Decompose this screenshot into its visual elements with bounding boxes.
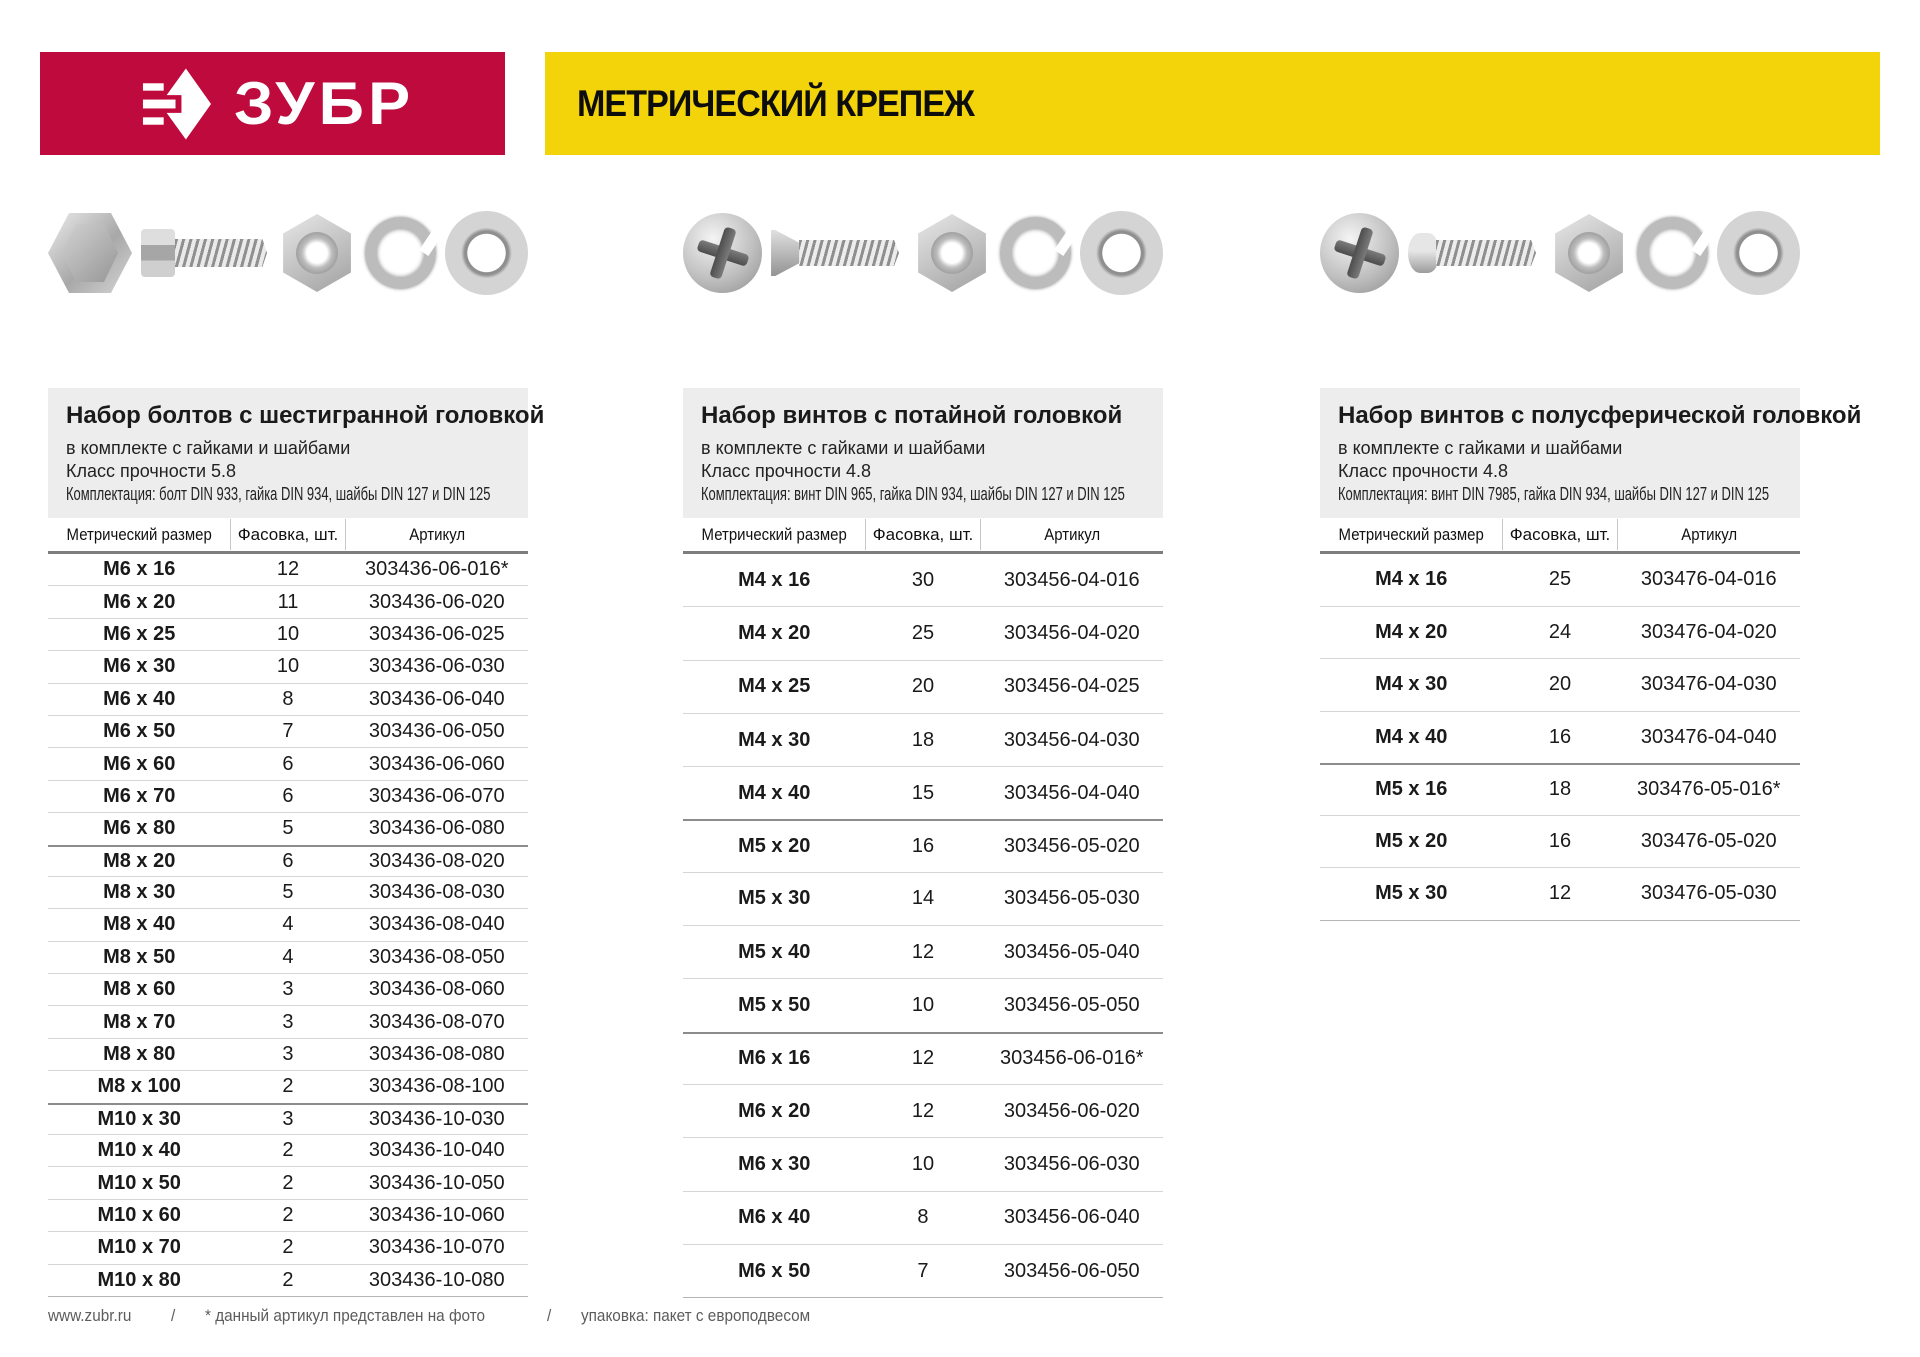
product-photos	[48, 188, 528, 318]
cell-sku: 303436-08-070	[368, 1010, 505, 1033]
col-header-sku: Артикул	[1680, 525, 1737, 544]
components-line: Комплектация: винт DIN 965, гайка DIN 934, шайбы DIN 127 и DIN 125	[701, 484, 1125, 504]
brand-logo-block	[40, 52, 505, 155]
cell-size: M5 x 50	[738, 994, 811, 1017]
col-header-qty: Фасовка, шт.	[230, 519, 345, 550]
cell-size: M8 x 30	[103, 881, 176, 904]
cell-size: M10 x 80	[97, 1268, 181, 1291]
cell-sku: 303456-06-016*	[1000, 1047, 1144, 1070]
cell-qty: 3	[282, 1043, 294, 1066]
cell-sku: 303456-06-050	[1003, 1259, 1140, 1282]
cell-sku: 303436-08-060	[368, 978, 505, 1001]
cell-qty: 8	[917, 1206, 929, 1229]
cell-sku: 303436-06-030	[368, 655, 505, 678]
cell-sku: 303456-06-020	[1003, 1099, 1140, 1122]
cell-sku: 303436-08-100	[368, 1075, 505, 1098]
cell-qty: 2	[282, 1139, 294, 1162]
cell-sku: 303456-05-040	[1003, 940, 1140, 963]
table-row	[1320, 763, 1800, 816]
cell-sku: 303456-04-016	[1003, 568, 1140, 591]
table-row	[683, 767, 1163, 820]
spring-washer-photo	[1637, 217, 1708, 289]
product-column-hex-bolts	[48, 155, 545, 1297]
pan-screw-photo	[1408, 227, 1541, 279]
cell-size: M6 x 40	[738, 1206, 811, 1229]
cell-sku: 303436-10-080	[368, 1268, 505, 1291]
cell-sku: 303436-06-020	[368, 590, 505, 613]
cell-sku: 303476-04-016	[1640, 568, 1777, 591]
table-row	[683, 819, 1163, 872]
cell-size: M10 x 40	[97, 1139, 181, 1162]
cell-sku: 303456-04-040	[1003, 781, 1140, 804]
cell-sku: 303436-06-016*	[365, 558, 509, 581]
product-header	[683, 388, 1163, 518]
zubr-arrow-icon	[140, 67, 214, 141]
table-row	[683, 873, 1163, 926]
cell-sku: 303436-08-020	[368, 849, 505, 872]
cell-qty: 20	[911, 675, 935, 698]
table-row	[1320, 712, 1800, 765]
col-header-qty: Фасовка, шт.	[1502, 519, 1617, 550]
cell-sku: 303436-06-050	[368, 720, 505, 743]
table-row	[683, 979, 1163, 1032]
cell-qty: 24	[1548, 620, 1572, 643]
cell-size: M5 x 40	[738, 940, 811, 963]
cell-qty: 25	[911, 621, 935, 644]
cell-qty: 3	[282, 1010, 294, 1033]
cell-qty: 18	[1548, 778, 1572, 801]
cell-size: M10 x 50	[97, 1171, 181, 1194]
cell-qty: 8	[282, 687, 294, 710]
cell-size: M4 x 16	[738, 568, 811, 591]
cell-qty: 6	[282, 752, 294, 775]
cell-qty: 10	[276, 655, 300, 678]
cell-sku: 303436-06-070	[368, 784, 505, 807]
table-row	[48, 1103, 528, 1135]
table-row	[48, 1265, 528, 1297]
cell-qty: 5	[282, 817, 294, 840]
cell-sku: 303476-04-020	[1640, 620, 1777, 643]
cell-size: M4 x 20	[738, 621, 811, 644]
page-banner	[545, 52, 1880, 155]
cell-qty: 4	[282, 913, 294, 936]
col-header-size: Метрический размер	[701, 525, 847, 544]
cell-size: M6 x 16	[738, 1047, 811, 1070]
cell-sku: 303436-10-040	[368, 1139, 505, 1162]
table-row	[48, 716, 528, 748]
table-row	[48, 1039, 528, 1071]
cell-qty: 12	[911, 1099, 935, 1122]
table-row	[683, 1192, 1163, 1245]
cell-qty: 10	[276, 622, 300, 645]
product-photos	[683, 188, 1163, 318]
cell-qty: 7	[917, 1259, 929, 1282]
cell-size: M8 x 80	[103, 1043, 176, 1066]
cell-qty: 2	[282, 1204, 294, 1226]
cell-size: M5 x 20	[738, 835, 811, 858]
cell-qty: 18	[911, 728, 935, 751]
cell-size: M6 x 50	[103, 720, 176, 743]
product-header	[1320, 388, 1862, 518]
cell-size: M4 x 20	[1375, 620, 1448, 643]
cell-sku: 303476-05-020	[1640, 829, 1777, 852]
table-header	[683, 518, 1163, 554]
spring-washer-photo	[1000, 217, 1071, 289]
table-row	[683, 1085, 1163, 1138]
cell-sku: 303476-04-030	[1640, 673, 1777, 696]
cell-size: M5 x 30	[1375, 882, 1448, 905]
cell-qty: 12	[911, 1047, 935, 1070]
countersunk-head-photo	[683, 213, 762, 293]
page-footer	[48, 1306, 836, 1326]
cell-sku: 303456-04-020	[1003, 621, 1140, 644]
cell-size: M6 x 30	[738, 1152, 811, 1175]
cell-size: M5 x 16	[1375, 778, 1448, 801]
cell-sku: 303476-04-040	[1640, 725, 1777, 748]
cell-sku: 303436-10-030	[368, 1107, 505, 1130]
cell-size: M6 x 16	[103, 558, 176, 581]
table-row	[48, 554, 528, 586]
table-row	[1320, 607, 1800, 660]
cell-sku: 303436-10-060	[368, 1204, 505, 1226]
cell-sku: 303436-06-060	[368, 752, 505, 775]
countersunk-screw-photo	[771, 227, 904, 279]
cell-qty: 12	[1548, 882, 1572, 905]
col-header-size: Метрический размер	[1338, 525, 1484, 544]
hex-bolt-head-photo	[48, 213, 132, 293]
cell-sku: 303456-06-040	[1003, 1206, 1140, 1229]
cell-qty: 12	[911, 940, 935, 963]
product-subtitle: в комплекте с гайками и шайбами	[701, 438, 986, 458]
table-row	[48, 651, 528, 683]
strength-class: Класс прочности 4.8	[1338, 461, 1509, 481]
table-body	[1320, 554, 1800, 921]
cell-size: M10 x 30	[97, 1107, 181, 1130]
cell-size: M6 x 50	[738, 1259, 811, 1282]
cell-qty: 5	[282, 881, 294, 904]
table-row	[683, 1245, 1163, 1298]
table-row	[48, 909, 528, 941]
table-row	[683, 1138, 1163, 1191]
table-row	[48, 974, 528, 1006]
col-header-size: Метрический размер	[66, 525, 212, 544]
cell-qty: 10	[911, 1152, 935, 1175]
cell-qty: 11	[277, 590, 299, 613]
table-row	[1320, 659, 1800, 712]
table-row	[683, 1032, 1163, 1085]
footer-separator: /	[546, 1306, 551, 1325]
cell-sku: 303436-08-050	[368, 945, 505, 968]
cell-sku: 303436-06-040	[368, 687, 505, 710]
cell-qty: 16	[1548, 725, 1572, 748]
cell-qty: 6	[282, 849, 294, 872]
cell-size: M10 x 70	[97, 1236, 181, 1259]
table-row	[1320, 868, 1800, 921]
cell-qty: 15	[911, 781, 935, 804]
table-row	[48, 619, 528, 651]
table-row	[48, 684, 528, 716]
cell-qty: 16	[1548, 829, 1572, 852]
table-row	[48, 1232, 528, 1264]
cell-size: M6 x 25	[103, 622, 176, 645]
cell-qty: 4	[282, 945, 294, 968]
hex-nut-photo	[913, 214, 990, 292]
cell-qty: 3	[282, 1107, 294, 1130]
cell-sku: 303436-06-080	[368, 817, 505, 840]
table-row	[683, 607, 1163, 660]
table-body	[48, 554, 528, 1297]
hex-nut-photo	[278, 214, 355, 292]
pan-head-photo	[1320, 213, 1399, 293]
hex-nut-photo	[1550, 214, 1627, 292]
flat-washer-photo	[445, 211, 528, 295]
hex-bolt-photo	[141, 227, 269, 279]
table-row	[48, 877, 528, 909]
cell-qty: 3	[282, 978, 294, 1001]
cell-sku: 303476-05-030	[1640, 882, 1777, 905]
cell-sku: 303456-05-020	[1003, 835, 1140, 858]
cell-size: M8 x 50	[103, 945, 176, 968]
cell-sku: 303456-06-030	[1003, 1152, 1140, 1175]
table-row	[48, 1071, 528, 1103]
col-header-qty: Фасовка, шт.	[865, 519, 980, 550]
cell-size: M10 x 60	[97, 1204, 181, 1226]
cell-size: M8 x 60	[103, 978, 176, 1001]
cell-size: M5 x 20	[1375, 829, 1448, 852]
cell-sku: 303456-05-030	[1003, 887, 1140, 910]
cell-sku: 303436-08-040	[368, 913, 505, 936]
table-row	[48, 845, 528, 877]
cell-qty: 16	[911, 835, 935, 858]
cell-sku: 303456-05-050	[1003, 994, 1140, 1017]
table-row	[48, 748, 528, 780]
strength-class: Класс прочности 5.8	[66, 461, 237, 481]
cell-sku: 303456-04-025	[1003, 675, 1140, 698]
cell-size: M6 x 70	[103, 784, 176, 807]
cell-sku: 303436-08-080	[368, 1043, 505, 1066]
cell-size: M4 x 25	[738, 675, 811, 698]
product-subtitle: в комплекте с гайками и шайбами	[66, 438, 351, 458]
cell-qty: 7	[282, 720, 294, 743]
table-row	[48, 586, 528, 618]
strength-class: Класс прочности 4.8	[701, 461, 872, 481]
footer-separator: /	[170, 1306, 175, 1325]
product-subtitle: в комплекте с гайками и шайбами	[1338, 438, 1623, 458]
cell-size: M6 x 20	[738, 1099, 811, 1122]
table-row	[683, 926, 1163, 979]
cell-size: M4 x 30	[1375, 673, 1448, 696]
table-row	[1320, 554, 1800, 607]
cell-size: M4 x 16	[1375, 568, 1448, 591]
cell-size: M4 x 40	[1375, 725, 1448, 748]
cell-size: M4 x 40	[738, 781, 811, 804]
product-column-pan-head-screws	[1320, 155, 1862, 921]
cell-size: M6 x 20	[103, 590, 176, 613]
cell-sku: 303436-10-050	[368, 1171, 505, 1194]
table-header	[1320, 518, 1800, 554]
table-row	[48, 813, 528, 845]
table-row	[683, 714, 1163, 767]
cell-qty: 14	[911, 887, 935, 910]
table-row	[683, 554, 1163, 607]
cell-size: M8 x 40	[103, 913, 176, 936]
cell-size: M5 x 30	[738, 887, 811, 910]
cell-qty: 2	[282, 1075, 294, 1098]
cell-sku: 303436-08-030	[368, 881, 505, 904]
table-body	[683, 554, 1163, 1298]
cell-size: M8 x 70	[103, 1010, 176, 1033]
cell-qty: 20	[1548, 673, 1572, 696]
cell-sku: 303476-05-016*	[1637, 778, 1781, 801]
cell-qty: 2	[282, 1268, 294, 1291]
components-line: Комплектация: болт DIN 933, гайка DIN 934, шайбы DIN 127 и DIN 125	[66, 484, 491, 504]
product-column-countersunk-screws	[683, 155, 1163, 1298]
packaging-note: упаковка: пакет с европодвесом	[581, 1306, 811, 1325]
cell-size: M6 x 80	[103, 817, 176, 840]
cell-size: M6 x 40	[103, 687, 176, 710]
cell-size: M8 x 100	[97, 1075, 181, 1098]
cell-qty: 6	[282, 784, 294, 807]
cell-sku: 303436-06-025	[368, 622, 505, 645]
col-header-sku: Артикул	[1043, 525, 1100, 544]
table-row	[48, 781, 528, 813]
table-row	[48, 942, 528, 974]
spring-washer-photo	[365, 217, 436, 289]
cell-qty: 2	[282, 1236, 294, 1259]
product-photos	[1320, 188, 1800, 318]
flat-washer-photo	[1080, 211, 1163, 295]
cell-qty: 30	[911, 568, 935, 591]
cell-size: M4 x 30	[738, 728, 811, 751]
cell-size: M8 x 20	[103, 849, 176, 872]
flat-washer-photo	[1717, 211, 1800, 295]
table-row	[48, 1006, 528, 1038]
cell-qty: 2	[282, 1171, 294, 1194]
cell-size: M6 x 30	[103, 655, 176, 678]
cell-sku: 303456-04-030	[1003, 728, 1140, 751]
page-title: МЕТРИЧЕСКИЙ КРЕПЕЖ	[577, 82, 974, 124]
asterisk-note: * данный артикул представлен на фото	[205, 1306, 486, 1325]
cell-sku: 303436-10-070	[368, 1236, 505, 1259]
components-line: Комплектация: винт DIN 7985, гайка DIN 934, шайбы DIN 127 и DIN 125	[1338, 484, 1770, 504]
table-row	[48, 1167, 528, 1199]
product-title: Набор винтов с потайной головкой	[701, 402, 1123, 429]
cell-size: M6 x 60	[103, 752, 176, 775]
col-header-sku: Артикул	[408, 525, 465, 544]
table-header	[48, 518, 528, 554]
product-title: Набор болтов с шестигранной головкой	[66, 402, 545, 429]
site-url: www.zubr.ru	[48, 1306, 132, 1325]
table-row	[48, 1135, 528, 1167]
cell-qty: 12	[276, 558, 300, 581]
product-title: Набор винтов с полусферической головкой	[1338, 402, 1862, 429]
cell-qty: 25	[1548, 568, 1572, 591]
brand-logo-text: ЗУБР	[233, 69, 414, 137]
cell-qty: 10	[911, 994, 935, 1017]
table-row	[1320, 816, 1800, 869]
product-header	[48, 388, 545, 518]
table-row	[683, 661, 1163, 714]
table-row	[48, 1200, 528, 1232]
